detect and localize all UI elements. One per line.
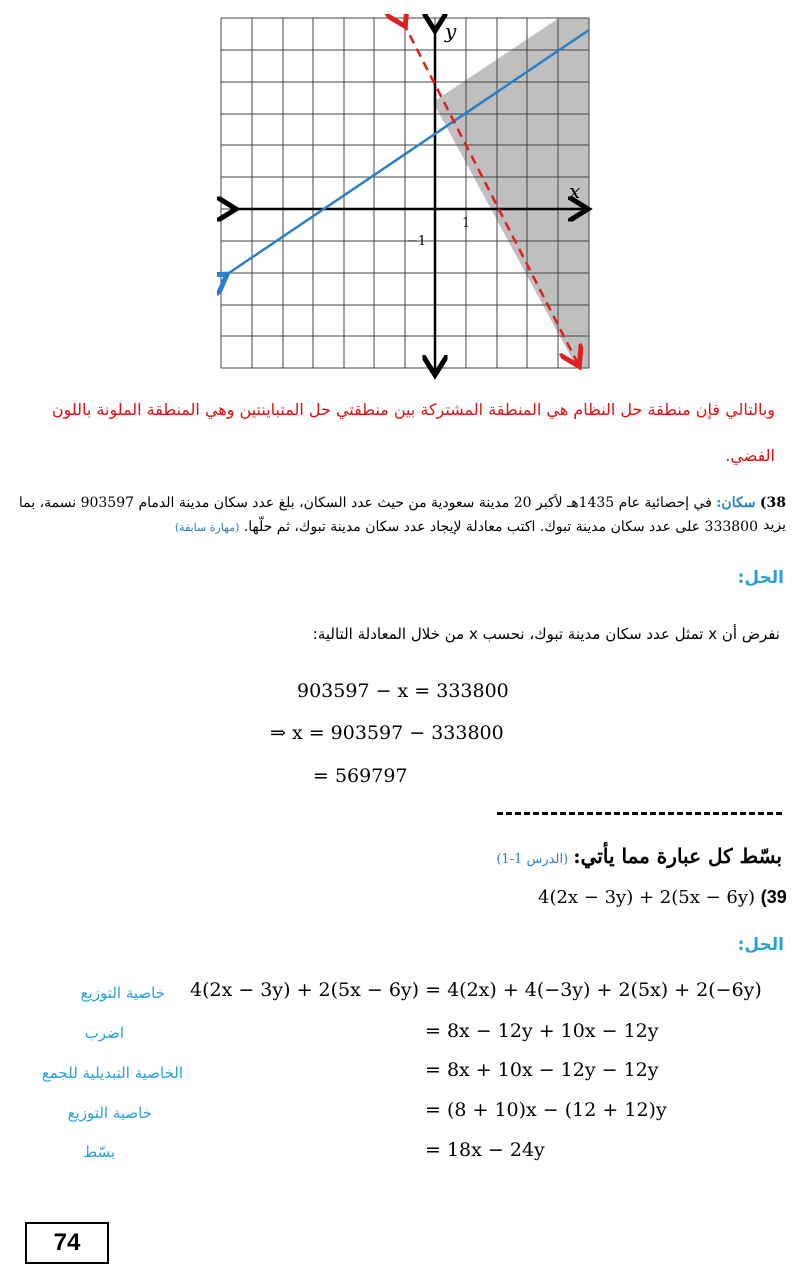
step-2-note: اضرب <box>84 1024 124 1042</box>
solution-label-39: الحل: <box>737 935 784 955</box>
conclusion-line-1: وبالتالي فإن منطقة حل النظام هي المنطقة المشتركة بين منطقتي حل المتباينتين وهي المنطقة الملونة باللون <box>51 400 775 419</box>
section-separator <box>497 812 782 815</box>
problem-text-1: في إحصائية عام 1435هـ لأكبر 20 مدينة سعودية من حيث عدد السكان، بلغ عدد سكان مدينة الدمام 903597 نسمة، بما يزيد <box>18 495 786 533</box>
section-title: بسّط كل عبارة مما يأتي: <box>573 844 782 868</box>
step-3-note: الخاصية التبديلية للجمع <box>41 1064 183 1082</box>
skill-tag: (مهارة سابقة) <box>174 521 240 534</box>
equation-1: 903597 − x = 333800 <box>297 680 509 702</box>
solution-label-38: الحل: <box>737 568 784 588</box>
problem-number: 38) <box>759 495 786 511</box>
y-tick-label: −1 <box>407 234 427 249</box>
step-2-equation: = 8x − 12y + 10x − 12y <box>425 1020 659 1042</box>
problem-39 <box>538 887 787 908</box>
problem-topic: سكان: <box>716 495 756 511</box>
step-3-equation: = 8x + 10x − 12y − 12y <box>425 1059 659 1081</box>
step-1-note: خاصية التوزيع <box>80 984 165 1002</box>
x-axis-label: x <box>569 179 581 203</box>
problem-38-line-2 <box>18 516 758 539</box>
y-axis-label: y <box>445 19 457 43</box>
lesson-tag: (الدرس 1-1) <box>496 852 569 867</box>
equation-3: = 569797 <box>313 765 408 787</box>
step-1-equation: 4(2x − 3y) + 2(5x − 6y) = 4(2x) + 4(−3y) + 2(5x) + 2(−6y) <box>190 979 762 1001</box>
solution-region <box>433 18 589 368</box>
page-number: 74 <box>25 1222 109 1264</box>
problem-39-expression: 4(2x − 3y) + 2(5x − 6y) <box>538 887 756 908</box>
x-tick-label: 1 <box>462 216 471 231</box>
step-4-note: خاصية التوزيع <box>67 1104 152 1122</box>
step-4-equation: = (8 + 10)x − (12 + 12)y <box>425 1099 667 1121</box>
section-header <box>382 844 782 868</box>
problem-39-number: (39 <box>760 887 787 907</box>
equation-2: ⇒ x = 903597 − 333800 <box>270 722 504 744</box>
step-5-equation: = 18x − 24y <box>425 1139 545 1161</box>
inequality-graph <box>217 14 593 380</box>
solution-intro: نفرض أن x تمثل عدد سكان مدينة تبوك، نحسب x من خلال المعادلة التالية: <box>312 625 780 643</box>
step-5-note: بسّط <box>83 1143 115 1161</box>
problem-text-2: 333800 على عدد سكان مدينة تبوك. اكتب معادلة لإيجاد عدد سكان مدينة تبوك، ثم حلّها. <box>243 519 758 535</box>
conclusion-line-2: الفضي. <box>725 446 775 465</box>
